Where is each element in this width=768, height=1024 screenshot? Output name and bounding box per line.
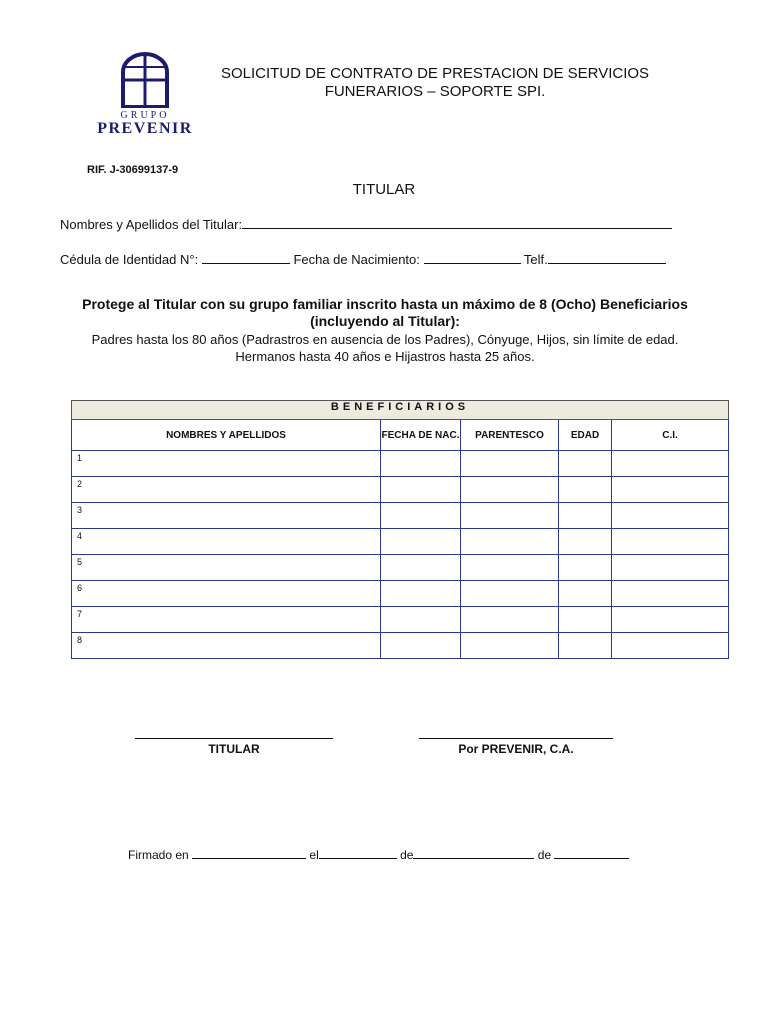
beneficiaries-table — [71, 400, 729, 659]
ci-cell[interactable] — [612, 477, 729, 503]
ci-cell[interactable] — [612, 451, 729, 477]
age-cell[interactable] — [559, 529, 612, 555]
col-ci: C.I. — [612, 420, 729, 451]
company-signature — [419, 738, 613, 756]
coverage-notice — [40, 296, 730, 330]
coverage-line-2: (incluyendo al Titular): — [310, 313, 460, 329]
birth-cell[interactable] — [381, 633, 461, 659]
table-row — [72, 581, 729, 607]
title-line-2: FUNERARIOS – SOPORTE SPI. — [324, 83, 546, 100]
title-line-1: SOLICITUD DE CONTRATO DE PRESTACION DE SERVICIOS — [220, 65, 650, 82]
titular-names-row — [60, 216, 672, 232]
name-cell[interactable] — [72, 451, 381, 477]
birth-cell[interactable] — [381, 581, 461, 607]
row-number: 2 — [77, 479, 83, 489]
beneficiaries-title: BENEFICIARIOS — [72, 401, 729, 420]
col-age: EDAD — [559, 420, 612, 451]
table-row — [72, 477, 729, 503]
age-cell[interactable] — [559, 555, 612, 581]
birth-cell[interactable] — [381, 451, 461, 477]
logo-grupo-text: GRUPO — [120, 110, 170, 121]
row-number: 5 — [77, 557, 83, 567]
ci-cell[interactable] — [612, 503, 729, 529]
row-number: 1 — [77, 453, 83, 463]
age-cell[interactable] — [559, 633, 612, 659]
signed-month-field[interactable] — [413, 846, 534, 859]
birth-date-field[interactable] — [424, 251, 521, 264]
col-relationship: PARENTESCO — [461, 420, 559, 451]
table-row — [72, 633, 729, 659]
table-row — [72, 529, 729, 555]
relationship-cell[interactable] — [461, 451, 559, 477]
relationship-cell[interactable] — [461, 581, 559, 607]
birth-cell[interactable] — [381, 477, 461, 503]
signed-year-field[interactable] — [554, 846, 629, 859]
rules-line-1: Padres hasta los 80 años (Padrastros en ausencia de los Padres), Cónyuge, Hijos, sin límite de edad. — [91, 332, 679, 347]
row-number: 4 — [77, 531, 83, 541]
rif-number: RIF. J-30699137-9 — [87, 164, 179, 176]
relationship-cell[interactable] — [461, 503, 559, 529]
company-signature-line[interactable] — [419, 738, 613, 739]
name-cell[interactable] — [72, 581, 381, 607]
row-number: 8 — [77, 635, 83, 645]
relationship-cell[interactable] — [461, 555, 559, 581]
row-number: 7 — [77, 609, 83, 619]
table-row — [72, 607, 729, 633]
signed-in-row — [128, 846, 629, 862]
coverage-rules — [40, 331, 730, 365]
names-field[interactable] — [242, 216, 672, 229]
age-cell[interactable] — [559, 581, 612, 607]
age-cell[interactable] — [559, 477, 612, 503]
titular-signature-label: TITULAR — [208, 742, 260, 756]
window-logo-icon — [120, 52, 170, 108]
ci-cell[interactable] — [612, 581, 729, 607]
relationship-cell[interactable] — [461, 477, 559, 503]
relationship-cell[interactable] — [461, 607, 559, 633]
name-cell[interactable] — [72, 555, 381, 581]
signed-el-label: el — [309, 848, 319, 862]
birth-cell[interactable] — [381, 529, 461, 555]
age-cell[interactable] — [559, 451, 612, 477]
name-cell[interactable] — [72, 633, 381, 659]
ci-cell[interactable] — [612, 607, 729, 633]
table-row — [72, 555, 729, 581]
birth-cell[interactable] — [381, 555, 461, 581]
titular-signature — [135, 738, 333, 756]
titular-id-row — [60, 251, 666, 267]
signed-place-field[interactable] — [192, 846, 306, 859]
col-birth-date: FECHA DE NAC. — [381, 420, 461, 451]
col-names: NOMBRES Y APELLIDOS — [72, 420, 381, 451]
signed-de-label-1: de — [400, 848, 414, 862]
logo-brand-text: PREVENIR — [97, 120, 193, 137]
ci-cell[interactable] — [612, 555, 729, 581]
row-number: 6 — [77, 583, 83, 593]
grupo-prevenir-logo — [88, 52, 202, 152]
birth-cell[interactable] — [381, 607, 461, 633]
table-row — [72, 503, 729, 529]
age-cell[interactable] — [559, 503, 612, 529]
name-cell[interactable] — [72, 503, 381, 529]
signed-in-label: Firmado en — [128, 848, 189, 862]
age-cell[interactable] — [559, 607, 612, 633]
name-cell[interactable] — [72, 607, 381, 633]
ci-field[interactable] — [202, 251, 290, 264]
phone-label: Telf. — [523, 252, 548, 267]
phone-field[interactable] — [548, 251, 666, 264]
names-label: Nombres y Apellidos del Titular: — [60, 217, 243, 232]
ci-cell[interactable] — [612, 529, 729, 555]
relationship-cell[interactable] — [461, 633, 559, 659]
birth-label: Fecha de Nacimiento: — [293, 252, 420, 267]
signed-de-label-2: de — [537, 848, 552, 862]
titular-signature-line[interactable] — [135, 738, 333, 739]
coverage-line-1: Protege al Titular con su grupo familiar inscrito hasta un máximo de 8 (Ocho) Beneficiarios — [82, 296, 688, 312]
birth-cell[interactable] — [381, 503, 461, 529]
name-cell[interactable] — [72, 477, 381, 503]
company-signature-label: Por PREVENIR, C.A. — [458, 742, 574, 756]
signed-day-field[interactable] — [319, 846, 397, 859]
titular-heading: TITULAR — [352, 181, 416, 198]
table-header-row — [72, 420, 729, 451]
name-cell[interactable] — [72, 529, 381, 555]
table-row — [72, 451, 729, 477]
rules-line-2: Hermanos hasta 40 años e Hijastros hasta 25 años. — [235, 349, 535, 364]
relationship-cell[interactable] — [461, 529, 559, 555]
row-number: 3 — [77, 505, 83, 515]
ci-cell[interactable] — [612, 633, 729, 659]
document-title — [190, 65, 680, 101]
ci-label: Cédula de Identidad N°: — [60, 252, 199, 267]
